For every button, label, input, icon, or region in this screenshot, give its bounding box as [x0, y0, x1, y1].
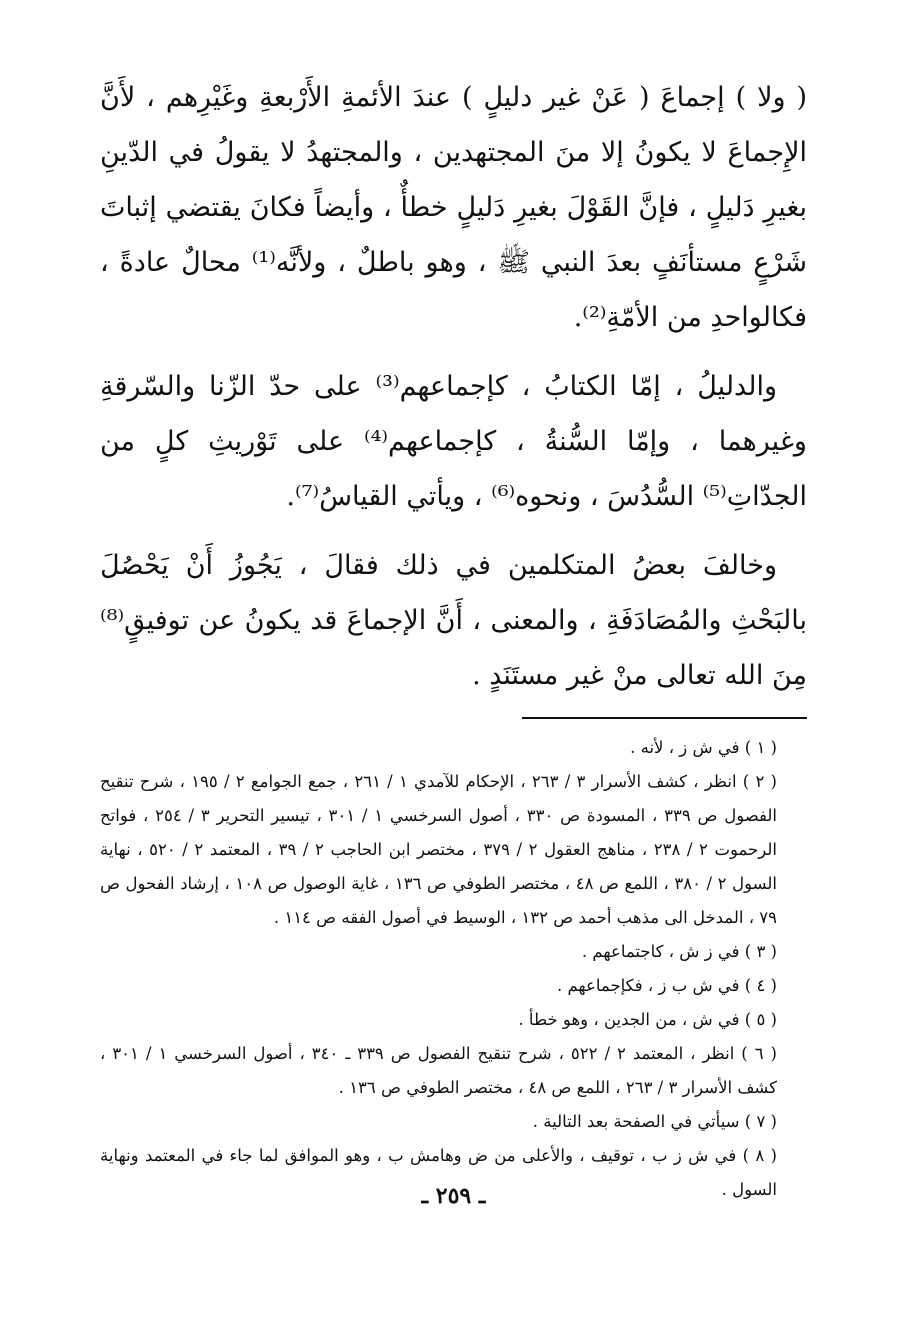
page-content	[100, 70, 807, 1207]
footnote-8: ( ٨ ) في ش ز ب ، توقيف ، والأعلى من ض وهامش ب ، وهو الموافق لما جاء في المعتمد ونهاية السول .	[100, 1146, 777, 1199]
footnote-5: ( ٥ ) في ش ، من الجدين ، وهو خطأ .	[518, 1010, 777, 1029]
main-text	[100, 70, 807, 703]
page-number: ـ ٢٥٩ ـ	[421, 1183, 486, 1209]
paragraph-1-text: ( ولا ) إجماعَ ( عَنْ غير دليلٍ ) عندَ الأئمةِ الأَرْبعةِ وغَيْرِهم ، لأَنَّ الإِجماعَ لا يكونُ إلا منَ المجتهدين ، والمجتهدُ لا يقولُ في الدّينِ بغيرِ دَليلٍ ، فإنَّ القَوْلَ بغيرِ دَليلٍ خطأٌ ، وأيضاً فكانَ يقتضي إثباتَ شَرْعٍ مستأنَفٍ بعدَ النبي ﷺ ، وهو باطلٌ ، ولأنَّه⁽¹⁾ محالٌ عادةً ، فكالواحدِ من الأمّةِ⁽²⁾.	[100, 82, 808, 333]
footnote-2: ( ٢ ) انظر ، كشف الأسرار ٣ / ٢٦٣ ، الإحكام للآمدي ١ / ٢٦١ ، جمع الجوامع ٢ / ١٩٥ ، شرح تنقيح الفصول ص ٣٣٩ ، المسودة ص ٣٣٠ ، أصول السرخسي ١ / ٣٠١ ، تيسير التحرير ٣ / ٢٥٤ ، فواتح الرحموت ٢ / ٢٣٨ ، مناهج العقول ٢ / ٣٧٩ ، مختصر ابن الحاجب ٢ / ٣٩ ، المعتمد ٢ / ٥٢٠ ، نهاية السول ٢ / ٣٨٠ ، اللمع ص ٤٨ ، مختصر الطوفي ص ١٣٦ ، غاية الوصول ص ١٠٨ ، إرشاد الفحول ص ٧٩ ، المدخل الى مذهب أحمد ص ١٣٢ ، الوسيط في أصول الفقه ص ١١٤ .	[100, 772, 777, 927]
paragraph-1	[100, 70, 807, 345]
footnote-3: ( ٣ ) في ز ش ، كاجتماعهم .	[581, 942, 777, 961]
footnote-6: ( ٦ ) انظر ، المعتمد ٢ / ٥٢٢ ، شرح تنقيح الفصول ص ٣٣٩ ـ ٣٤٠ ، أصول السرخسي ١ / ٣٠١ ، كشف الأسرار ٣ / ٢٦٣ ، اللمع ص ٤٨ ، مختصر الطوفي ص ١٣٦ .	[100, 1044, 777, 1097]
paragraph-3-text: وخالفَ بعضُ المتكلمين في ذلك فقالَ ، يَجُوزُ أَنْ يَحْصُلَ بالبَحْثِ والمُصَادَفَةِ ، والمعنى ، أَنَّ الإجماعَ قد يكونُ عن توفيقٍ⁽⁸⁾ مِنَ الله تعالى منْ غير مستَنَدٍ .	[100, 550, 807, 691]
paragraph-3	[100, 538, 807, 703]
footnote-separator	[522, 717, 807, 719]
footnote-4: ( ٤ ) في ش ب ز ، فكإجماعهم .	[556, 976, 777, 995]
paragraph-2-text: والدليلُ ، إمّا الكتابُ ، كإجماعهم⁽³⁾ على حدّ الزّنا والسّرقةِ وغيرهما ، وإمّا السُّنةُ ، كإجماعهم⁽⁴⁾ على تَوْريثِ كلٍ من الجدّاتِ⁽⁵⁾ السُّدُسَ ، ونحوه⁽⁶⁾ ، ويأتي القياسُ⁽⁷⁾.	[100, 371, 807, 512]
footnote-1: ( ١ ) في ش ز ، لأنه .	[630, 738, 777, 757]
footnote-7: ( ٧ ) سيأتي في الصفحة بعد التالية .	[532, 1112, 777, 1131]
footnotes	[100, 731, 807, 1207]
paragraph-2	[100, 359, 807, 524]
